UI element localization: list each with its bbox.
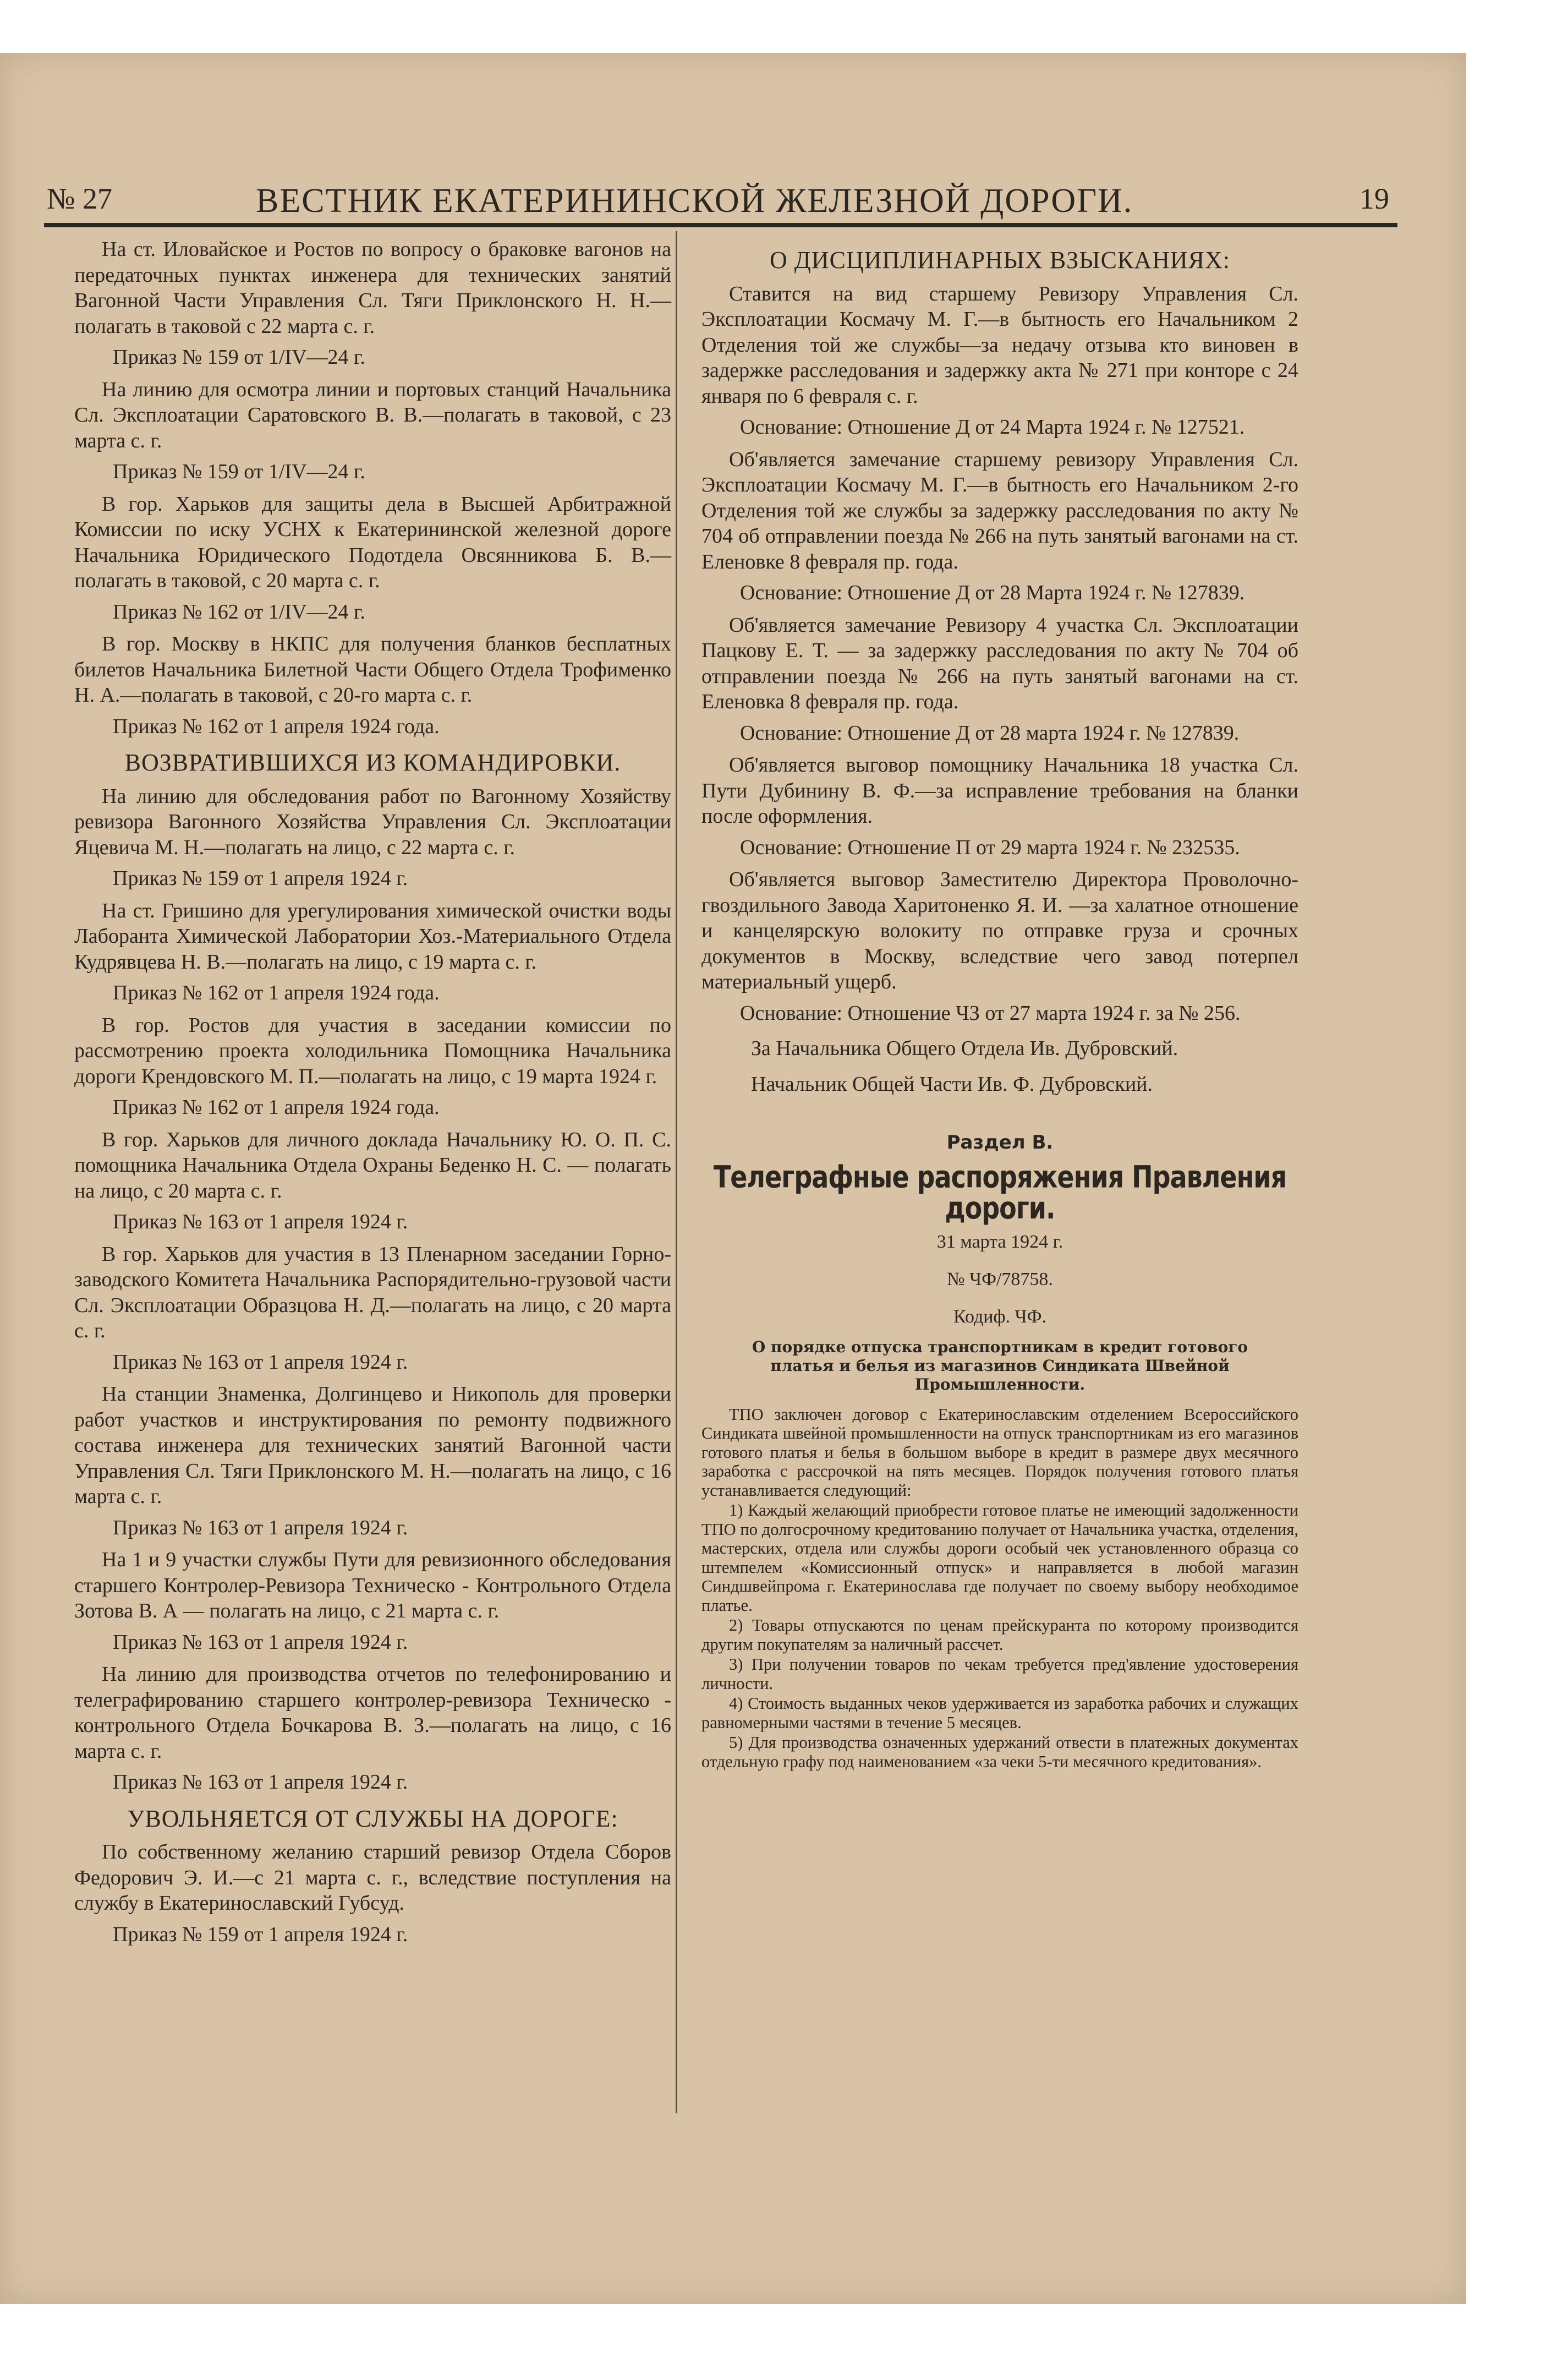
telegram-date: 31 марта 1924 г. [936,1231,1063,1252]
paragraph: В гор. Ростов для участия в заседании комиссии по рассмотрению проекта холодильника Помощника Начальника дороги Крендовского М. П.—полагать на лицо, с 19 марта 1924 г. [74,1013,671,1088]
section-label: Раздел В. [946,1132,1054,1154]
column-divider [676,231,677,2113]
newspaper-title: ВЕСТНИК ЕКАТЕРИНИНСКОЙ ЖЕЛЕЗНОЙ ДОРОГИ. [256,182,1133,220]
order-reference: Приказ № 162 от 1 апреля 1924 года. [113,1096,440,1119]
section-b [701,1130,1298,1394]
order-reference: Приказ № 162 от 1 апреля 1924 года. [113,981,440,1004]
paragraph: В гор. Харьков для участия в 13 Пленарном заседании Горно-заводского Комитета Начальника Распорядительно-грузовой части Сл. Эксплоатации Образцова Н. Д.—полагать на лицо, с 20 марта с. г. [74,1242,671,1342]
signature: За Начальника Общего Отдела Ив. Дубровский. [751,1037,1178,1060]
paragraph: В гор. Москву в НКПС для получения бланков бесплатных билетов Начальника Билетной Части Общего Отдела Трофименко Н. А.—полагать в таковой, с 20-го марта с. г. [74,632,671,707]
paragraph: 5) Для производства означенных удержаний отвести в платежных документах отдельную графу под наименованием «за чеки 5-ти месячного кредитования». [701,1733,1298,1771]
basis-reference: Основание: Отношение Д от 24 Марта 1924 г. № 127521. [740,416,1245,439]
order-reference: Приказ № 159 от 1 апреля 1924 г. [113,1922,408,1946]
section-heading-discipline: О ДИСЦИПЛИНАРНЫХ ВЗЫСКАНИЯХ: [770,247,1230,274]
order-reference: Приказ № 162 от 1/IV—24 г. [113,600,365,624]
paragraph: На линию для осмотра линии и портовых станций Начальника Сл. Эксплоатации Саратовского В. В.—полагать в таковой, с 23 марта с. г. [74,378,671,452]
paragraph: На линию для обследования работ по Вагонному Хозяйству ревизора Вагонного Хозяйства Управления Сл. Эксплоатации Яцевича М. Н.—полагать на лицо, с 22 марта с. г. [74,784,671,859]
paragraph: Об'является замечание старшему ревизору Управления Сл. Эксплоатации Космачу М. Г.—в бытность его Начальником 2-го Отделения той же службы за задержку расследования по акту № 704 об отправлении поезда № 266 на путь занятый вагонами на ст. Еленовке 8 февраля пр. года. [701,447,1298,573]
paragraph: Об'является выговор Заместителю Директора Проволочно-гвоздильного Завода Харитоненко Я. И. —за халатное отношение и канцелярскую волокиту по отправке груза и срочных документов в Москву, вследствие чего завод потерпел материальный ущерб. [701,868,1298,993]
section-heading-dismissed: УВОЛЬНЯЕТСЯ ОТ СЛУЖБЫ НА ДОРОГЕ: [127,1805,618,1832]
paragraph: Об'является замечание Ревизору 4 участка Сл. Эксплоатации Пацкову Е. Т. — за задержку расследования по акту № 704 об отправлении поезда № 266 на путь занятый вагонами на ст. Еленовка 8 февраля пр. года. [701,613,1298,713]
telegram-codification: Кодиф. ЧФ. [953,1306,1046,1327]
basis-reference: Основание: Отношение Д от 28 Марта 1924 г. № 127839. [740,581,1245,604]
order-reference: Приказ № 163 от 1 апреля 1924 г. [113,1630,408,1654]
paragraph: На ст. Гришино для урегулирования химической очистки воды Лаборанта Химической Лаборатории Хоз.-Материального Отдела Кудрявцева Н. В.—полагать на лицо, с 19 марта с. г. [74,899,671,974]
paragraph: Ставится на вид старшему Ревизору Управления Сл. Эксплоатации Космачу М. Г.—в бытность его Начальником 2 Отделения той же службы—за недачу отзыва кто виновен в задержке расследования и задержку акта № 271 при конторе с 24 января по 6 февраля с. г. [701,282,1298,408]
page-number: 19 [1359,182,1389,215]
order-reference: Приказ № 163 от 1 апреля 1924 г. [113,1210,408,1233]
order-reference: Приказ № 159 от 1/IV—24 г. [113,460,365,483]
section-title: Телеграфные распоряжения Правления дороги. [713,1158,1287,1225]
right-column [701,237,1298,1772]
paragraph: На станции Знаменка, Долгинцево и Никополь для проверки работ участков и инструктирования по ремонту подвижного состава инженера для технических занятий Вагонной части Управления Сл. Тяги Приклонского М. Н.—полагать на лицо, с 16 марта с. г. [74,1382,671,1508]
header-rule [44,223,1397,227]
order-reference: Приказ № 163 от 1 апреля 1924 г. [113,1516,408,1539]
order-reference: Приказ № 159 от 1/IV—24 г. [113,346,365,369]
paragraph: 3) При получении товаров по чекам требуется пред'явление удостоверения личности. [701,1655,1298,1693]
paragraph: 4) Стоимость выданных чеков удерживается из заработка рабочих и служащих равномерными частями в течение 5 месяцев. [701,1694,1298,1732]
order-reference: Приказ № 162 от 1 апреля 1924 года. [113,714,440,738]
telegram-subject: О порядке отпуска транспортникам в кредит готового платья и белья из магазинов Синдиката Швейной Промышленности. [752,1337,1248,1393]
basis-reference: Основание: Отношение П от 29 марта 1924 г. № 232535. [740,835,1240,859]
order-reference: Приказ № 163 от 1 апреля 1924 г. [113,1770,408,1794]
paragraph: ТПО заключен договор с Екатеринославским отделением Всероссийского Синдиката швейной промышленности на отпуск транспортникам из его магазинов готового платья и белья в большом выборе в кредит в размере двух месячного заработка с рассрочкой на пять месяцев. Порядок получения готового платья устанавливается следующий: [701,1404,1298,1500]
paragraph: Об'является выговор помощнику Начальника 18 участка Сл. Пути Дубинину В. Ф.—за исправление требования на бланки после оформления. [701,753,1298,828]
paragraph: По собственному желанию старший ревизор Отдела Сборов Федорович Э. И.—с 21 марта с. г., вследствие поступления на службу в Екатеринославский Губсуд. [74,1840,671,1915]
signature: Начальник Общей Части Ив. Ф. Дубровский. [751,1072,1153,1096]
paragraph: В гор. Харьков для защиты дела в Высшей Арбитражной Комиссии по иску УСНХ к Екатерининской железной дороге Начальника Юридического Подотдела Овсянникова Б. В.—полагать в таковой, с 20 марта с. г. [74,492,671,592]
paragraph: На линию для производства отчетов по телефонированию и телеграфированию старшего контролер-ревизора Техническо - контрольного Отдела Бочкарова В. З.—полагать на лицо, с 16 марта с. г. [74,1663,671,1763]
order-reference: Приказ № 159 от 1 апреля 1924 г. [113,867,408,890]
telegram-number: № ЧФ/78758. [947,1269,1053,1289]
basis-reference: Основание: Отношение Д от 28 марта 1924 г. № 127839. [740,721,1240,745]
paragraph: В гор. Харьков для личного доклада Начальнику Ю. О. П. С. помощника Начальника Отдела Охраны Беденко Н. С. — полагать на лицо, с 20 марта с. г. [74,1128,671,1203]
telegram-body [701,1405,1298,1772]
paragraph: 2) Товары отпускаются по ценам прейскуранта по которому производится другим покупателям за наличный рассчет. [701,1616,1298,1654]
page-header [47,182,1406,226]
paragraph: На ст. Иловайское и Ростов по вопросу о браковке вагонов на передаточных пунктах инженера для технических занятий Вагонной Части Управления Сл. Тяги Приклонского Н. Н.—полагать в таковой с 22 марта с. г. [74,238,671,338]
issue-number: № 27 [47,182,113,215]
paragraph: На 1 и 9 участки службы Пути для ревизионного обследования старшего Контролер-Ревизора Техническо - Контрольного Отдела Зотова В. А — полагать на лицо, с 21 марта с. г. [74,1548,671,1622]
section-heading-returned: ВОЗВРАТИВШИХСЯ ИЗ КОМАНДИРОВКИ. [124,749,621,776]
order-reference: Приказ № 163 от 1 апреля 1924 г. [113,1350,408,1374]
basis-reference: Основание: Отношение ЧЗ от 27 марта 1924 г. за № 256. [740,1001,1241,1025]
left-column [74,237,671,1954]
paragraph: 1) Каждый желающий приобрести готовое платье не имеющий задолженности ТПО по долгосрочному кредитованию получает от Начальника участка, отделения, мастерских, отдела или службы дороги особый чек установленного образца со штемпелем «Комиссионный отпуск» и направляется в любой магазин Синдшвейпрома г. Екатеринослава где получает по своему выбору необходимое платье. [701,1501,1298,1615]
